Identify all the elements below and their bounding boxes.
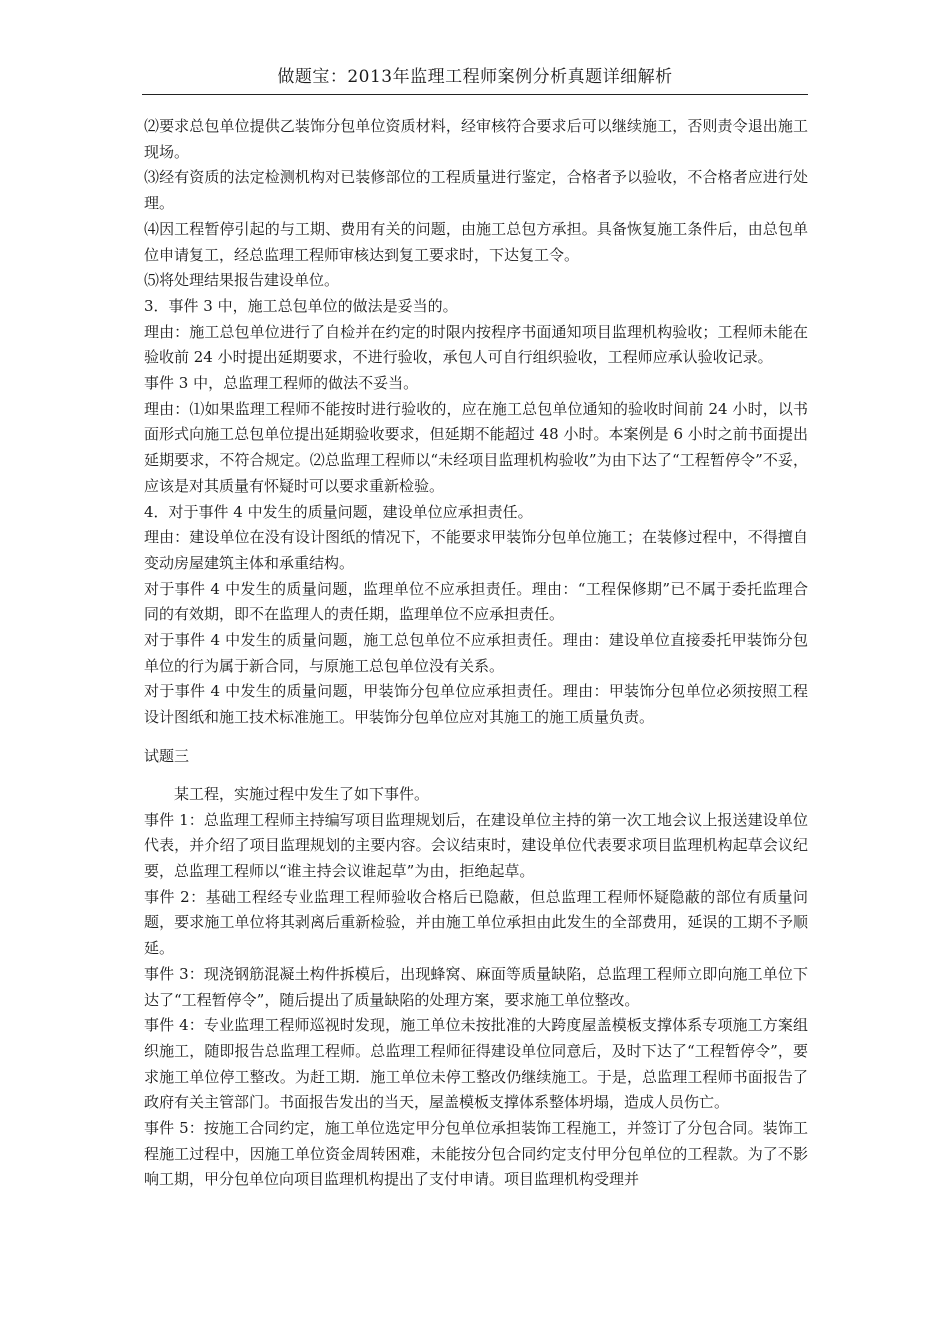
paragraph: 事件 3：现浇钢筋混凝土构件拆模后，出现蜂窝、麻面等质量缺陷，总监理工程师立即向施工单位下达了“工程暂停令”，随后提出了质量缺陷的处理方案，要求施工单位整改。 [144,964,808,1009]
paragraph: 事件 1：总监理工程师主持编写项目监理规划后，在建设单位主持的第一次工地会议上报送建设单位代表，并介绍了项目监理规划的主要内容。会议结束时，建设单位代表要求项目监理机构起草会议纪要，总监理工程师以“谁主持会议谁起草”为由，拒绝起草。 [144,810,808,880]
paragraph: ⑷因工程暂停引起的与工期、费用有关的问题，由施工总包方承担。具备恢复施工条件后，由总包单位申请复工，经总监理工程师审核达到复工要求时，下达复工令。 [144,219,808,264]
section-title: 试题三 [144,746,190,765]
paragraph: 事件 2：基础工程经专业监理工程师验收合格后已隐蔽，但总监理工程师怀疑隐蔽的部位有质量问题，要求施工单位将其剥离后重新检验，并由施工单位承担由此发生的全部费用，延误的工期不予顺延。 [144,887,808,958]
document-body [144,114,808,1193]
intro-paragraph: 某工程，实施过程中发生了如下事件。 [174,784,430,803]
paragraph: 理由：⑴如果监理工程师不能按时进行验收的，应在施工总包单位通知的验收时间前 24 小时，以书面形式向施工总包单位提出延期验收要求，但延期不能超过 48 小时。本案例是 6 小时之前书面提出延期要求，不符合规定。⑵总监理工程师以“未经项目监理机构验收”为由下达了“工程暂停令”不妥，应该是对其质量有怀疑时可以要求重新检验。 [144,399,808,495]
paragraph: ⑵要求总包单位提供乙装饰分包单位资质材料，经审核符合要求后可以继续施工，否则责令退出施工现场。 [144,117,808,161]
paragraph: ⑶经有资质的法定检测机构对已装修部位的工程质量进行鉴定，合格者予以验收，不合格者应进行处理。 [144,168,808,213]
paragraph: 事件 3 中，总监理工程师的做法不妥当。 [144,374,419,393]
paragraph: 事件 4：专业监理工程师巡视时发现，施工单位未按批准的大跨度屋盖模板支撑体系专项施工方案组织施工，随即报告总监理工程师。总监理工程师征得建设单位同意后，及时下达了“工程暂停令”，要求施工单位停工整改。为赶工期．施工单位未停工整改仍继续施工。于是，总监理工程师书面报告了政府有关主管部门。书面报告发出的当天，屋盖模板支撑体系整体坍塌，造成人员伤亡。 [144,1016,808,1112]
paragraph: 对于事件 4 中发生的质量问题，监理单位不应承担责任。理由：“工程保修期”已不属于委托监理合同的有效期，即不在监理人的责任期，监理单位不应承担责任。 [144,579,808,624]
header-divider [142,94,808,95]
paragraph: 3．事件 3 中，施工总包单位的做法是妥当的。 [144,296,458,315]
paragraph: 对于事件 4 中发生的质量问题，甲装饰分包单位应承担责任。理由：甲装饰分包单位必须按照工程设计图纸和施工技术标准施工。甲装饰分包单位应对其施工的施工质量负责。 [144,682,808,727]
paragraph: 对于事件 4 中发生的质量问题，施工总包单位不应承担责任。理由：建设单位直接委托甲装饰分包单位的行为属于新合同，与原施工总包单位没有关系。 [144,631,808,675]
paragraph: ⑸将处理结果报告建设单位。 [144,271,340,290]
paragraph: 理由：建设单位在没有设计图纸的情况下，不能要求甲装饰分包单位施工；在装修过程中，不得擅自变动房屋建筑主体和承重结构。 [144,528,808,572]
paragraph: 事件 5：按施工合同约定，施工单位选定甲分包单位承担装饰工程施工，并签订了分包合同。装饰工程施工过程中，因施工单位资金周转困难，未能按分包合同约定支付甲分包单位的工程款。为了不影响工期，甲分包单位向项目监理机构提出了支付申请。项目监理机构受理并 [144,1119,808,1189]
paragraph: 4．对于事件 4 中发生的质量问题，建设单位应承担责任。 [144,502,533,521]
page-header-title: 做题宝：2013年监理工程师案例分析真题详细解析 [277,67,673,87]
paragraph: 理由：施工总包单位进行了自检并在约定的时限内按程序书面通知项目监理机构验收；工程师未能在验收前 24 小时提出延期要求，不进行验收，承包人可自行组织验收，工程师应承认验收记录。 [144,322,808,367]
